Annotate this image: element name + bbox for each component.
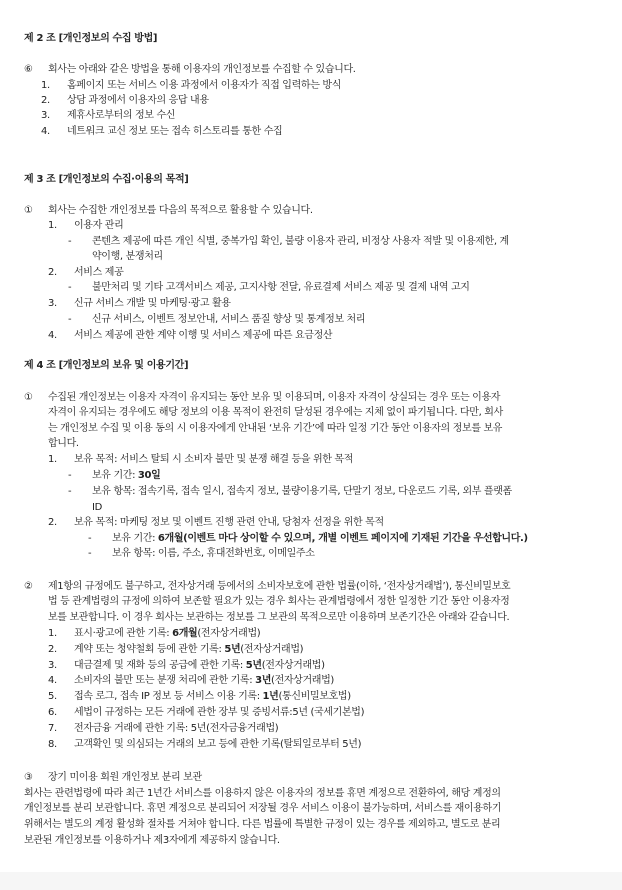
list-item: 이용자 관리 <box>74 220 124 231</box>
record-item: 소비자의 불만 또는 분쟁 처리에 관한 기록: 3년(전자상거래법) <box>74 675 334 686</box>
list-number: 6. <box>48 707 57 718</box>
list-item: 네트워크 교신 정보 또는 접속 히스토리를 통한 수집 <box>67 126 283 137</box>
list-number: 2. <box>48 267 57 278</box>
paragraph-title: 장기 미이용 회원 개인정보 분리 보관 <box>48 772 202 783</box>
list-item: 서비스 제공에 관한 계약 이행 및 서비스 제공에 따른 요금정산 <box>74 330 333 341</box>
bullet-dash: - <box>68 470 72 481</box>
list-item: 홈페이지 또는 서비스 이용 과정에서 이용자가 직접 입력하는 방식 <box>67 80 341 91</box>
list-number: 1. <box>41 80 50 91</box>
sub-item-continued: 약이행, 분쟁처리 <box>92 251 163 262</box>
record-item: 세법이 규정하는 모든 거래에 관한 장부 및 증빙서류:5년 (국세기본법) <box>74 707 365 718</box>
sub-item: 콘텐츠 제공에 따른 개인 식별, 중복가입 확인, 불량 이용자 관리, 비정상 사용자 적발 및 이용제한, 계 <box>92 236 509 247</box>
list-number: 3. <box>48 660 57 671</box>
paragraph-marker: ① <box>24 205 33 216</box>
retention-period: 보유 기간: 30일 <box>92 470 161 481</box>
bullet-dash: - <box>68 486 72 497</box>
list-number: 3. <box>48 298 57 309</box>
paragraph-line: 보를 보관합니다. 이 경우 회사는 보관하는 정보를 그 보관의 목적으로만 이용하며 보존기간은 아래와 같습니다. <box>48 612 510 623</box>
list-item: 상담 과정에서 이용자의 응답 내용 <box>67 95 209 106</box>
paragraph-line: 회사는 관련법령에 따라 최근 1년간 서비스를 이용하지 않은 이용자의 정보를 휴면 계정으로 전환하여, 해당 계정의 <box>24 788 501 799</box>
list-number: 7. <box>48 723 57 734</box>
list-number: 3. <box>41 110 50 121</box>
retention-period: 보유 기간: 6개월(이벤트 마다 상이할 수 있으며, 개별 이벤트 페이지에 기재된 기간을 우선합니다.) <box>112 533 528 544</box>
retention-items: 보유 항목: 이름, 주소, 휴대전화번호, 이메일주소 <box>112 548 315 559</box>
bullet-dash: - <box>68 236 72 247</box>
record-item: 전자금융 거래에 관한 기록: 5년(전자금융거래법) <box>74 723 279 734</box>
sub-item: 불만처리 및 기타 고객서비스 제공, 고지사항 전달, 유료결제 서비스 제공 및 결제 내역 고지 <box>92 282 470 293</box>
paragraph-line: 법 등 관계법령의 규정에 의하여 보존할 필요가 있는 경우 회사는 관계법령에서 정한 일정한 기간 동안 이용자정 <box>48 596 510 607</box>
paragraph-line: 위해서는 별도의 계정 활성화 절차를 거쳐야 합니다. 다른 법률에 특별한 규정이 있는 경우를 제외하고, 별도로 분리 <box>24 819 501 830</box>
list-item: 신규 서비스 개발 및 마케팅·광고 활용 <box>74 298 231 309</box>
bullet-dash: - <box>88 533 92 544</box>
list-number: 1. <box>48 220 57 231</box>
list-number: 4. <box>48 330 57 341</box>
paragraph-line: 는 개인정보 수집 및 이용 동의 시 이용자에게 안내된 ‘보유 기간’에 따라 일정 기간 동안 이용자의 정보를 보유 <box>48 423 503 434</box>
list-item: 서비스 제공 <box>74 267 124 278</box>
record-item: 대금결제 및 재화 등의 공급에 관한 기록: 5년(전자상거래법) <box>74 660 325 671</box>
article3-intro: 회사는 수집한 개인정보를 다음의 목적으로 활용할 수 있습니다. <box>48 205 313 216</box>
list-item: 보유 목적: 서비스 탈퇴 시 소비자 불만 및 분쟁 해결 등을 위한 목적 <box>74 454 354 465</box>
list-item: 제휴사로부터의 정보 수신 <box>67 110 176 121</box>
paragraph-marker: ⑥ <box>24 64 33 75</box>
paragraph-line: 자격이 유지되는 경우에도 해당 정보의 이용 목적이 완전히 달성된 경우에는 지체 없이 파기됩니다. 다만, 회사 <box>48 407 503 418</box>
paragraph-line: 보관된 개인정보를 이용하거나 제3자에게 제공하지 않습니다. <box>24 835 280 846</box>
list-number: 5. <box>48 691 57 702</box>
retention-items-continued: ID <box>92 502 102 513</box>
bullet-dash: - <box>68 282 72 293</box>
record-item: 접속 로그, 접속 IP 정보 등 서비스 이용 기록: 1년(통신비밀보호법) <box>74 691 351 702</box>
retention-items: 보유 항목: 접속기록, 접속 일시, 접속지 정보, 불량이용기록, 단말기 정보, 다운로드 기록, 외부 플랫폼 <box>92 486 512 497</box>
paragraph-line: 제1항의 규정에도 불구하고, 전자상거래 등에서의 소비자보호에 관한 법률(이하, ‘전자상거래법’), 통신비밀보호 <box>48 581 511 592</box>
list-number: 2. <box>48 517 57 528</box>
bullet-dash: - <box>68 314 72 325</box>
list-number: 1. <box>48 454 57 465</box>
list-number: 4. <box>41 126 50 137</box>
paragraph-marker: ② <box>24 581 33 592</box>
sub-item: 신규 서비스, 이벤트 정보안내, 서비스 품질 향상 및 통계정보 처리 <box>92 314 366 325</box>
paragraph-line: 개인정보를 분리 보관합니다. 휴면 계정으로 분리되어 저장될 경우 서비스 이용이 불가능하며, 서비스를 재이용하기 <box>24 803 502 814</box>
record-item: 고객확인 및 의심되는 거래의 보고 등에 관한 기록(탈퇴일로부터 5년) <box>74 739 362 750</box>
article2-intro: 회사는 아래와 같은 방법을 통해 이용자의 개인정보를 수집할 수 있습니다. <box>48 64 356 75</box>
article3-heading: 제 3 조 [개인정보의 수집·이용의 목적] <box>24 174 189 185</box>
record-item: 표시·광고에 관한 기록: 6개월(전자상거래법) <box>74 628 261 639</box>
record-item: 계약 또는 청약철회 등에 관한 기록: 5년(전자상거래법) <box>74 644 304 655</box>
list-item: 보유 목적: 마케팅 정보 및 이벤트 진행 관련 안내, 당첨자 선정을 위한 목적 <box>74 517 384 528</box>
list-number: 8. <box>48 739 57 750</box>
paragraph-marker: ① <box>24 392 33 403</box>
paragraph-line: 수집된 개인정보는 이용자 자격이 유지되는 동안 보유 및 이용되며, 이용자 자격이 상실되는 경우 또는 이용자 <box>48 392 501 403</box>
bottom-band <box>0 872 622 890</box>
paragraph-marker: ③ <box>24 772 33 783</box>
article4-heading: 제 4 조 [개인정보의 보유 및 이용기간] <box>24 360 189 371</box>
bullet-dash: - <box>88 548 92 559</box>
list-number: 4. <box>48 675 57 686</box>
list-number: 2. <box>48 644 57 655</box>
list-number: 2. <box>41 95 50 106</box>
list-number: 1. <box>48 628 57 639</box>
paragraph-line: 합니다. <box>48 438 79 449</box>
article2-heading: 제 2 조 [개인정보의 수집 방법] <box>24 33 158 44</box>
